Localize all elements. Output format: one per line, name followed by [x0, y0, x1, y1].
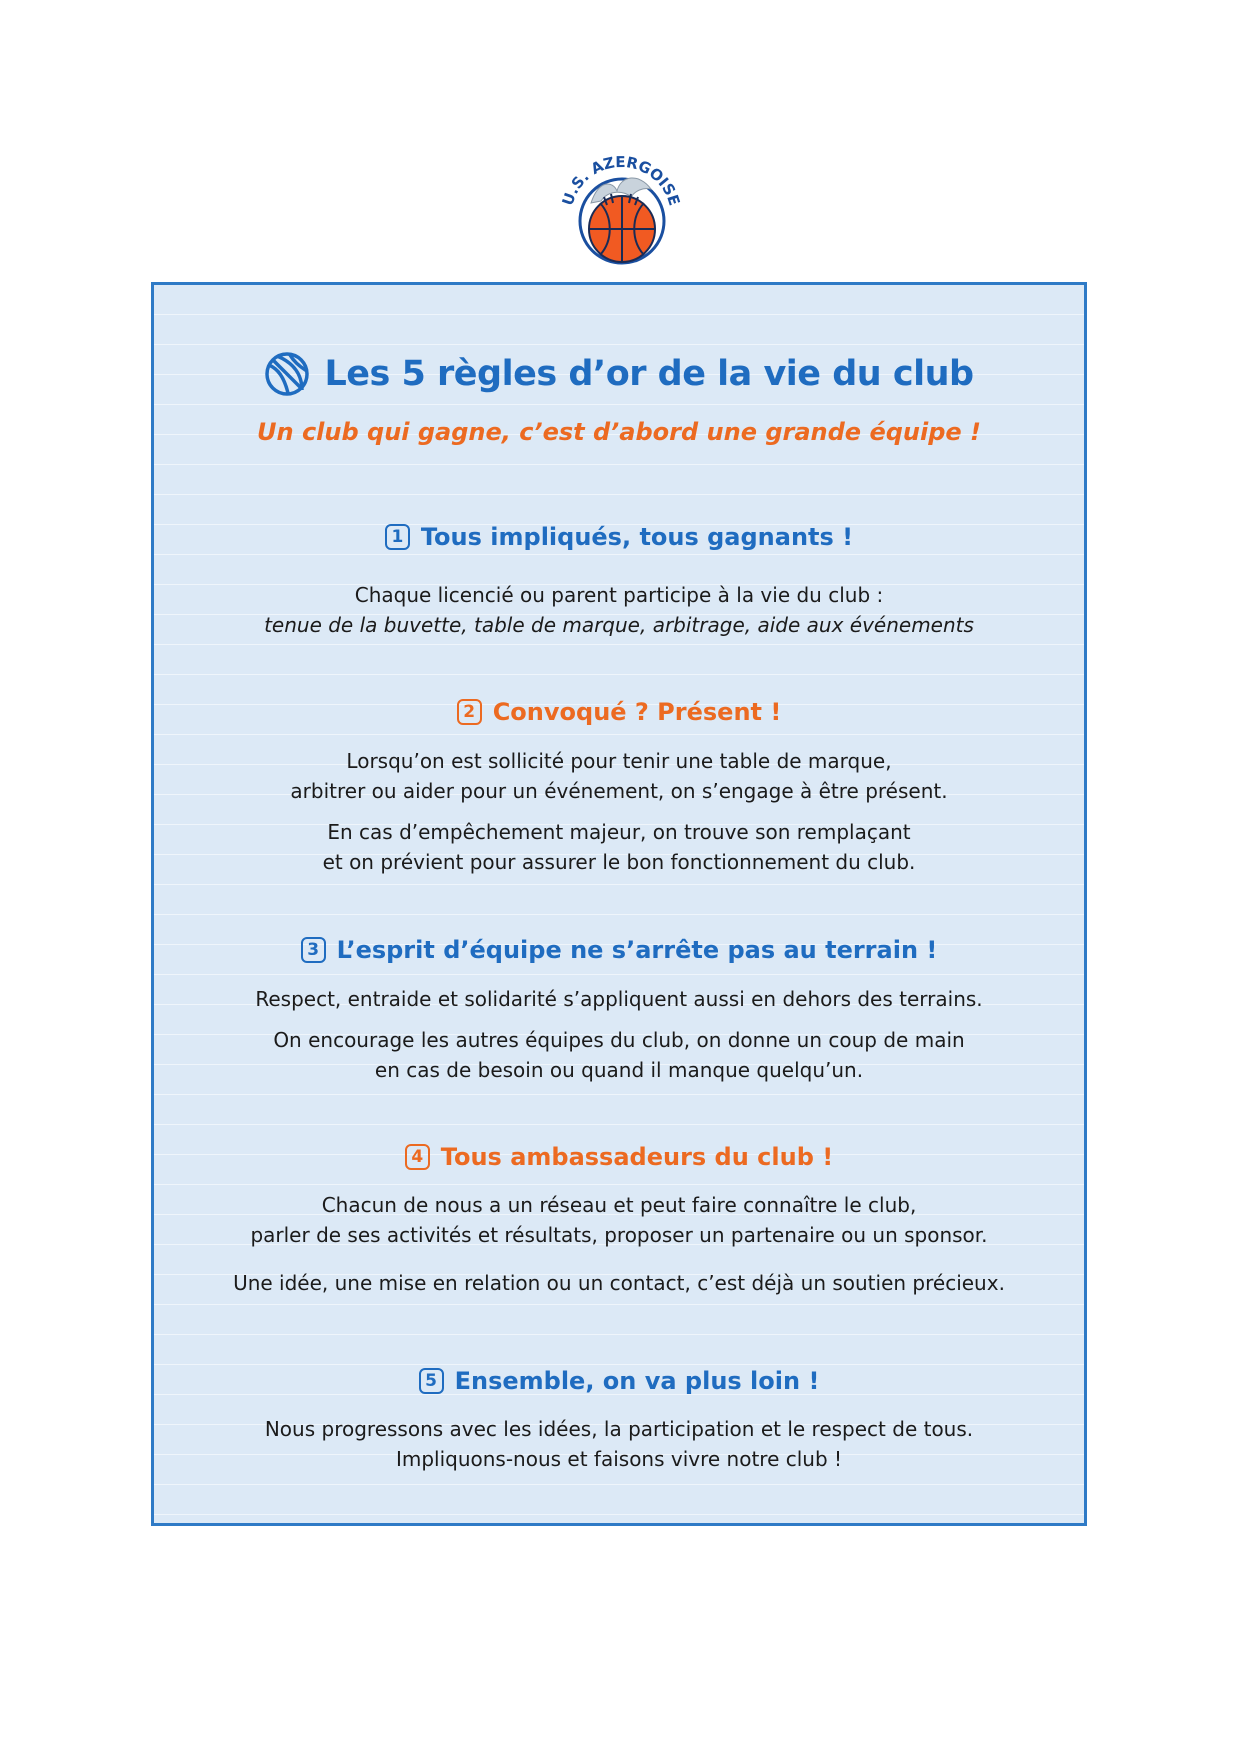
club-logo-text: U.S. AZERGOISE	[558, 152, 684, 208]
club-logo-emblem	[551, 145, 691, 267]
rule-5-text-line: Impliquons-nous et faisons vivre notre club !	[395, 1447, 843, 1471]
rule-1-heading	[154, 517, 1084, 557]
number-2-icon: 2	[457, 699, 482, 725]
basketball-icon	[264, 351, 310, 397]
rule-2-heading	[154, 692, 1084, 732]
rule-1-title: Tous impliqués, tous gagnants !	[420, 523, 854, 551]
rule-1-text-line-italic: tenue de la buvette, table de marque, arbitrage, aide aux événements	[264, 613, 974, 637]
rule-2-text-line: Lorsqu’on est sollicité pour tenir une table de marque,	[346, 749, 892, 773]
rule-2-text-line: En cas d’empêchement majeur, on trouve son remplaçant	[327, 820, 911, 844]
rule-1-text-line: Chaque licencié ou parent participe à la vie du club :	[354, 583, 884, 607]
number-5-icon: 5	[419, 1368, 444, 1394]
rule-5-heading	[154, 1361, 1084, 1401]
page-title-text: Les 5 règles d’or de la vie du club	[324, 354, 974, 394]
rules-panel	[151, 282, 1087, 1526]
rule-3-text-line: Respect, entraide et solidarité s’appliquent aussi en dehors des terrains.	[255, 987, 983, 1011]
rule-5-title: Ensemble, on va plus loin !	[454, 1367, 820, 1395]
rule-4-text-line: parler de ses activités et résultats, proposer un partenaire ou un sponsor.	[250, 1223, 988, 1247]
rule-4-text-line: Chacun de nous a un réseau et peut faire connaître le club,	[321, 1193, 917, 1217]
number-4-icon: 4	[405, 1144, 430, 1170]
rule-2-title: Convoqué ? Présent !	[492, 698, 782, 726]
rule-3-text-line: On encourage les autres équipes du club, on donne un coup de main	[273, 1028, 965, 1052]
rule-3-heading	[154, 930, 1084, 970]
rule-3-text-line: en cas de besoin ou quand il manque quelqu’un.	[374, 1058, 864, 1082]
rule-5-text-line: Nous progressons avec les idées, la participation et le respect de tous.	[264, 1417, 974, 1441]
rule-4-title: Tous ambassadeurs du club !	[440, 1143, 834, 1171]
number-1-icon: 1	[385, 524, 410, 550]
number-3-icon: 3	[301, 937, 326, 963]
club-logo	[551, 145, 691, 267]
rule-2-text-line: arbitrer ou aider pour un événement, on s’engage à être présent.	[290, 779, 948, 803]
page-subtitle: Un club qui gagne, c’est d’abord une grande équipe !	[257, 418, 981, 446]
rule-2-text-line: et on prévient pour assurer le bon fonctionnement du club.	[322, 850, 916, 874]
rule-4-text-line: Une idée, une mise en relation ou un contact, c’est déjà un soutien précieux.	[233, 1271, 1005, 1295]
rule-4-heading	[154, 1137, 1084, 1177]
page-title	[154, 349, 1084, 399]
rule-3-title: L’esprit d’équipe ne s’arrête pas au terrain !	[336, 936, 938, 964]
